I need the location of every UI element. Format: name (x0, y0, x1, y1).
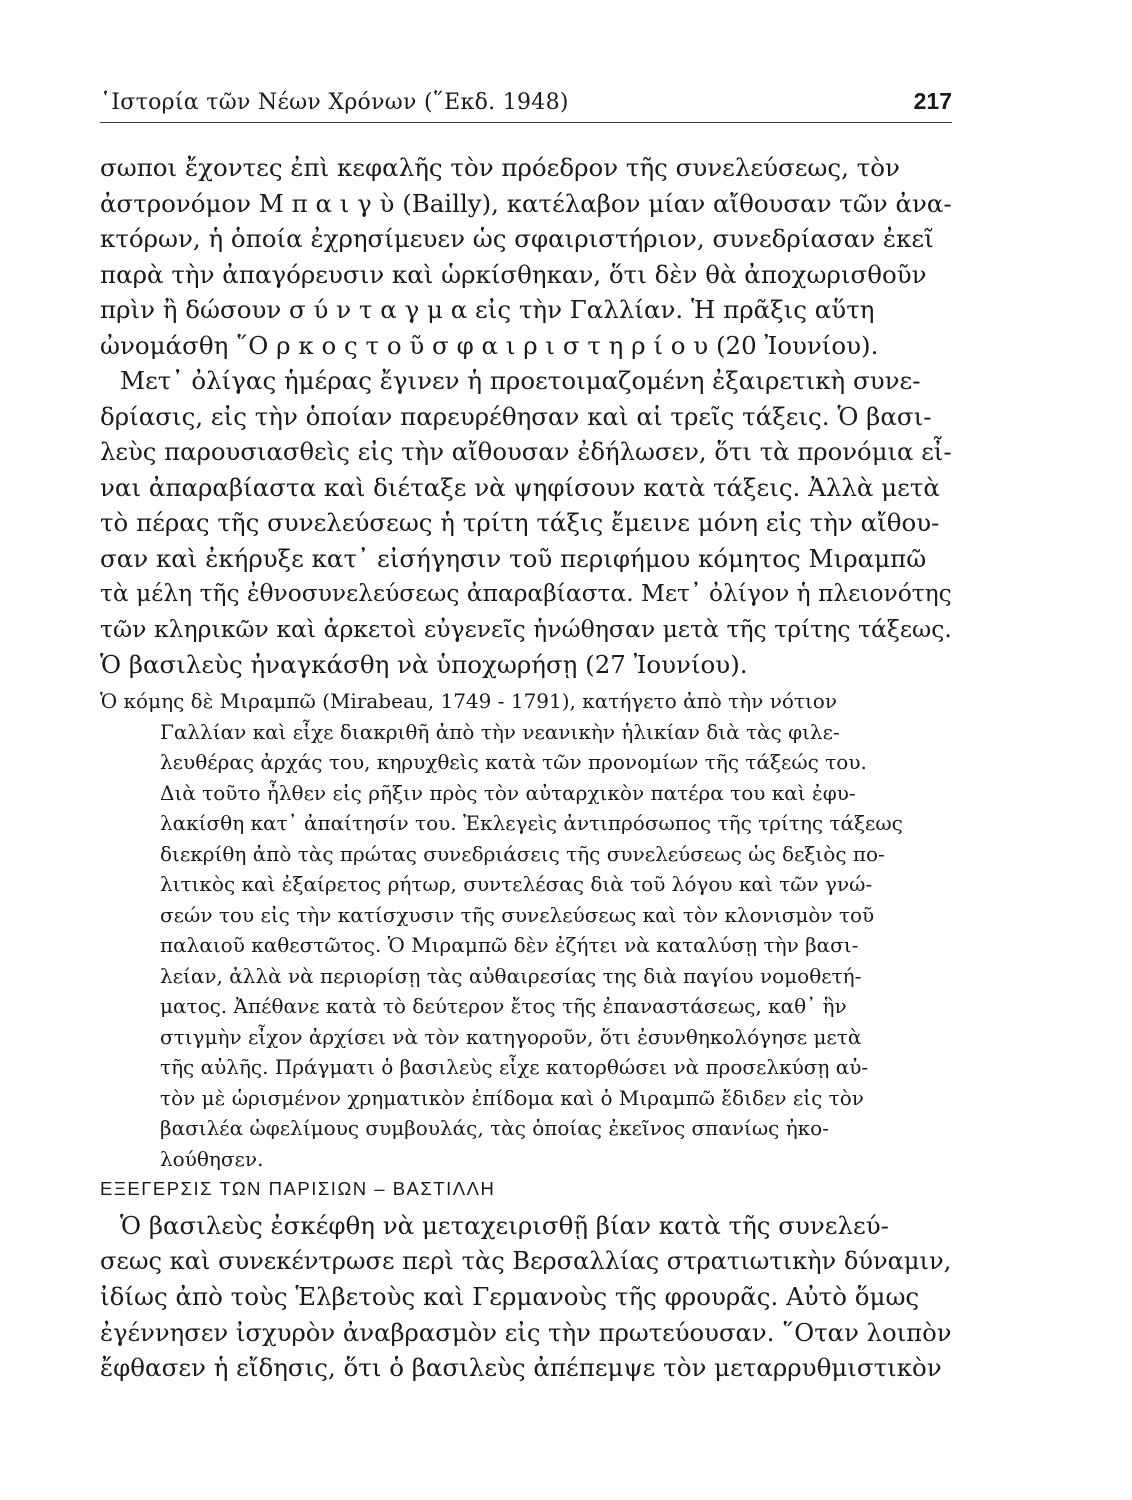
text-line: τὸ πέρας τῆς συνελεύσεως ἡ τρίτη τάξις ἔμεινε μόνη εἰς τὴν αἴθου- (100, 508, 940, 537)
section-paragraph (100, 1208, 952, 1386)
text-line: ἀστρονόμον Μ π α ι γ ὺ (Bailly), κατέλαβον μίαν αἴθουσαν τῶν ἀνα- (100, 188, 952, 218)
footnote-line: λιτικὸς καὶ ἐξαίρετος ρήτωρ, συντελέσας διὰ τοῦ λόγου καὶ τῶν γνώ- (160, 872, 873, 896)
running-title: ῾Ιστορία τῶν Νέων Χρόνων (῞Εκδ. 1948) (100, 90, 569, 115)
footnote-line: Ὁ κόμης δὲ Μιραμπῶ (Mirabeau, 1749 - 1791), κατήγετο ἀπὸ τὴν νότιον (100, 689, 838, 713)
text-line: παρὰ τὴν ἀπαγόρευσιν καὶ ὡρκίσθηκαν, ὅτι δὲν θὰ ἀποχωρισθοῦν (100, 259, 927, 289)
footnote-line: τῆς αὐλῆς. Πράγματι ὁ βασιλεὺς εἶχε κατορθώσει νὰ προσελκύσῃ αὐ- (160, 1055, 869, 1079)
footnote-line: Γαλλίαν καὶ εἶχε διακριθῆ ἀπὸ τὴν νεανικὴν ἡλικίαν διὰ τὰς φιλε- (160, 719, 840, 744)
text-line: κτόρων, ἡ ὁποία ἐχρησίμευεν ὡς σφαιριστήριον, συνεδρίασαν ἐκεῖ (100, 224, 934, 253)
text-line: σωποι ἔχοντες ἐπὶ κεφαλῆς τὸν πρόεδρον τῆς συνελεύσεως, τὸν (100, 153, 900, 182)
text-line: Ὁ βασιλεὺς ἠναγκάσθη νὰ ὑποχωρήσῃ (27 Ἰουνίου). (100, 650, 748, 679)
section-heading: ΕΞΕΓΕΡΣΙΣ ΤΩΝ ΠΑΡΙΣΙΩΝ – ΒΑΣΤΙΛΛΗ (100, 1178, 496, 1199)
footnote-mirabeau (100, 686, 952, 1174)
footnote-line: λούθησεν. (160, 1146, 264, 1171)
footnote-line: ματος. Ἀπέθανε κατὰ τὸ δεύτερον ἔτος τῆς ἐπαναστάσεως, καθ᾿ ἣν (160, 994, 847, 1018)
page-number: 217 (913, 88, 952, 114)
text-line: σεως καὶ συνεκέντρωσε περὶ τὰς Βερσαλλίας στρατιωτικὴν δύναμιν, (100, 1246, 952, 1275)
main-paragraphs (100, 150, 952, 683)
text-line: τὰ μέλη τῆς ἐθνοσυνελεύσεως ἀπαραβίαστα. Μετ᾿ ὀλίγον ἡ πλειονότης (100, 579, 952, 607)
text-line: λεὺς παρουσιασθεὶς εἰς τὴν αἴθουσαν ἐδήλωσεν, ὅτι τὰ προνόμια εἶ- (100, 437, 952, 466)
footnote-line: λευθέρας ἀρχάς του, κηρυχθεὶς κατὰ τῶν προνομίων τῆς τάξεώς του. (160, 750, 867, 774)
text-line: ἐγέννησεν ἰσχυρὸν ἀναβρασμὸν εἰς τὴν πρωτεύουσαν. ῞Οταν λοιπὸν (100, 1317, 952, 1347)
text-line: Μετ᾿ ὀλίγας ἡμέρας ἔγινεν ἡ προετοιμαζομένη ἐξαιρετικὴ συνε- (120, 366, 921, 395)
footnote-line: διεκρίθη ἀπὸ τὰς πρώτας συνεδριάσεις τῆς συνελεύσεως ὡς δεξιὸς πο- (160, 841, 885, 866)
footnote-line: Διὰ τοῦτο ἦλθεν εἰς ρῆξιν πρὸς τὸν αὐταρχικὸν πατέρα του καὶ ἐφυ- (160, 780, 856, 805)
text-line: Ὁ βασιλεὺς ἐσκέφθη νὰ μεταχειρισθῇ βίαν κατὰ τῆς συνελεύ- (120, 1211, 889, 1240)
text-line: ἰδίως ἀπὸ τοὺς Ἑλβετοὺς καὶ Γερμανοὺς τῆς φρουρᾶς. Αὐτὸ ὅμως (100, 1282, 920, 1311)
footnote-line: στιγμὴν εἶχον ἀρχίσει νὰ τὸν κατηγοροῦν, ὅτι ἐσυνθηκολόγησε μετὰ (160, 1024, 862, 1049)
footnote-line: σεών του εἰς τὴν κατίσχυσιν τῆς συνελεύσεως καὶ τὸν κλονισμὸν τοῦ (160, 902, 875, 927)
page-header (100, 82, 952, 123)
text-line: ἔφθασεν ἡ εἴδησις, ὅτι ὁ βασιλεὺς ἀπέπεμψε τὸν μεταρρυθμιστικὸν (100, 1353, 942, 1382)
footnote-line: παλαιοῦ καθεστῶτος. Ὁ Μιραμπῶ δὲν ἐζήτει νὰ καταλύσῃ τὴν βασι- (160, 933, 859, 957)
text-line: δρίασις, εἰς τὴν ὁποίαν παρευρέθησαν καὶ αἱ τρεῖς τάξεις. Ὁ βασι- (100, 401, 932, 431)
footnote-line: λακίσθη κατ᾿ ἀπαίτησίν του. Ἐκλεγεὶς ἀντιπρόσωπος τῆς τρίτης τάξεως (160, 811, 903, 835)
text-line: σαν καὶ ἐκήρυξε κατ᾿ εἰσήγησιν τοῦ περιφήμου κόμητος Μιραμπῶ (100, 543, 927, 573)
text-line: ναι ἀπαραβίαστα καὶ διέταξε νὰ ψηφίσουν κατὰ τάξεις. Ἀλλὰ μετὰ (100, 472, 940, 502)
footnote-line: τὸν μὲ ὡρισμένον χρηματικὸν ἐπίδομα καὶ ὁ Μιραμπῶ ἔδιδεν εἰς τὸν (160, 1085, 864, 1110)
text-line: τῶν κληρικῶν καὶ ἀρκετοὶ εὐγενεῖς ἡνώθησαν μετὰ τῆς τρίτης τάξεως. (100, 614, 952, 643)
footnote-line: βασιλέα ὠφελίμους συμβουλάς, τὰς ὁποίας ἐκεῖνος σπανίως ἠκο- (160, 1116, 829, 1140)
text-line: ὠνομάσθη ῞Ο ρ κ ο ς τ ο ῦ σ φ α ι ρ ι σ τ η ρ ί ο υ (20 Ἰουνίου). (100, 330, 879, 360)
footnote-line: λείαν, ἀλλὰ νὰ περιορίσῃ τὰς αὐθαιρεσίας της διὰ παγίου νομοθετή- (160, 963, 862, 988)
text-line: πρὶν ἢ δώσουν σ ύ ν τ α γ μ α εἰς τὴν Γαλλίαν. Ἡ πρᾶξις αὕτη (100, 295, 875, 324)
